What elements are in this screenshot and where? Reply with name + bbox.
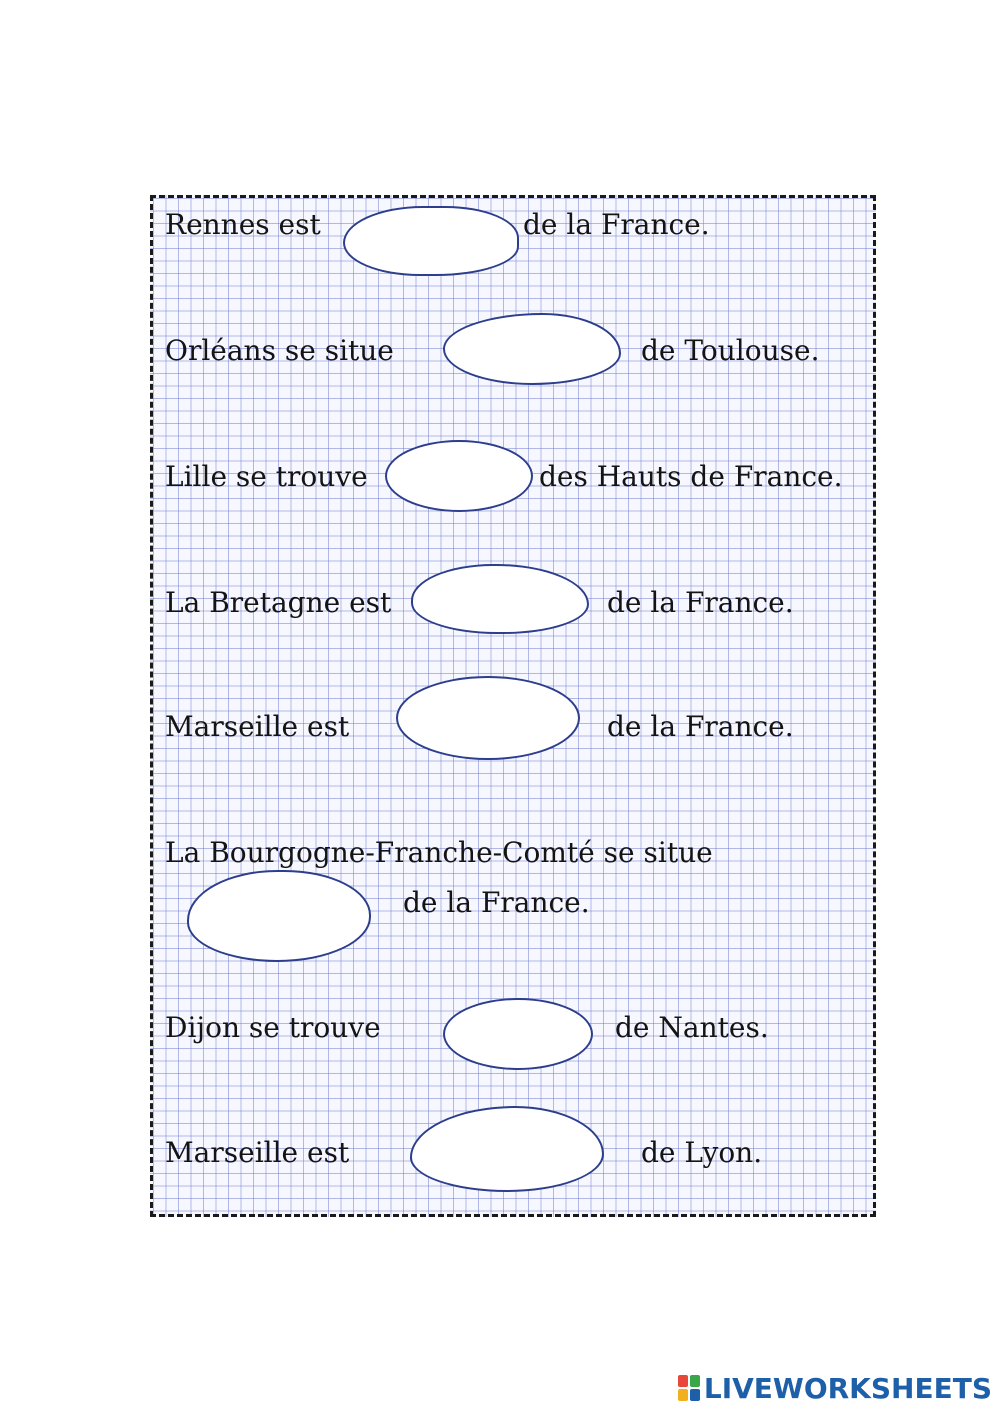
sentence-2-start: Orléans se situe bbox=[165, 334, 394, 367]
sentence-2-end: de Toulouse. bbox=[641, 334, 820, 367]
answer-blank-3[interactable] bbox=[385, 440, 533, 512]
sentence-4-start: La Bretagne est bbox=[165, 586, 392, 619]
answer-blank-5[interactable] bbox=[396, 676, 580, 760]
sentence-3-end: des Hauts de France. bbox=[539, 460, 843, 493]
sentence-4-end: de la France. bbox=[607, 586, 794, 619]
answer-blank-7[interactable] bbox=[443, 998, 593, 1070]
worksheet-frame bbox=[150, 195, 876, 1217]
sentence-5-end: de la France. bbox=[607, 710, 794, 743]
answer-blank-4[interactable] bbox=[411, 564, 589, 634]
liveworksheets-brand bbox=[678, 1371, 992, 1405]
sentence-6-start: La Bourgogne-Franche-Comté se situe bbox=[165, 836, 713, 869]
sentence-3-start: Lille se trouve bbox=[165, 460, 368, 493]
answer-blank-1[interactable] bbox=[343, 206, 519, 276]
sentence-1-start: Rennes est bbox=[165, 208, 321, 241]
answer-blank-8[interactable] bbox=[410, 1106, 604, 1192]
sentence-8-start: Marseille est bbox=[165, 1136, 350, 1169]
answer-blank-6[interactable] bbox=[187, 870, 371, 962]
sentence-1-end: de la France. bbox=[523, 208, 710, 241]
liveworksheets-wordmark: LIVEWORKSHEETS bbox=[703, 1371, 992, 1405]
sentence-8-end: de Lyon. bbox=[641, 1136, 763, 1169]
sentence-6-end: de la France. bbox=[403, 886, 590, 919]
sentence-7-start: Dijon se trouve bbox=[165, 1011, 381, 1044]
answer-blank-2[interactable] bbox=[443, 313, 621, 385]
sentence-7-end: de Nantes. bbox=[615, 1011, 769, 1044]
liveworksheets-logo-icon bbox=[678, 1375, 700, 1401]
sentence-5-start: Marseille est bbox=[165, 710, 350, 743]
